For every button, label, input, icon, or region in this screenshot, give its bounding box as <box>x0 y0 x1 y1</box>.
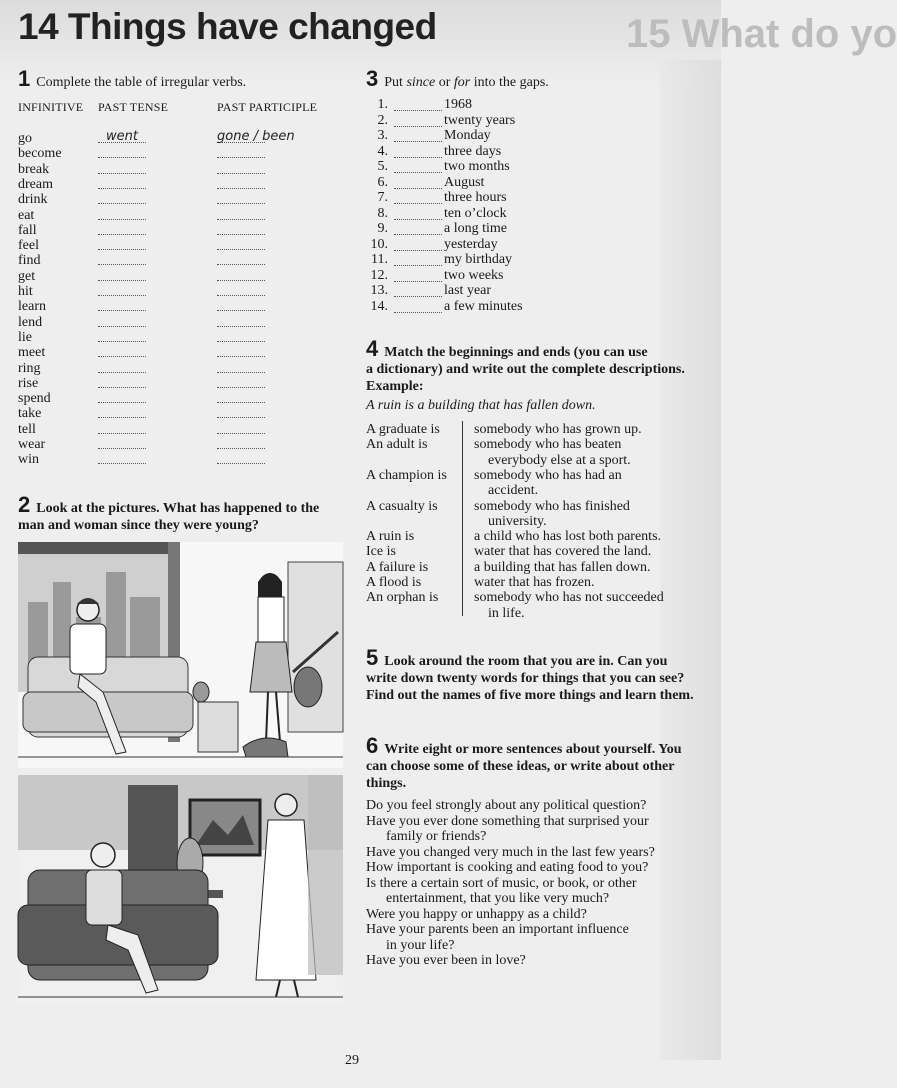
gap-number: 9. <box>377 221 388 236</box>
verb-infinitive: wear <box>18 437 46 452</box>
gap-number: 2. <box>377 112 388 128</box>
verb-row <box>18 315 318 330</box>
question-line: Have you ever been in love? <box>366 953 526 968</box>
verb-row <box>18 406 318 421</box>
match-end: everybody else at a sport. <box>488 452 631 468</box>
past-participle-blank[interactable] <box>217 422 265 434</box>
gap-item <box>370 159 630 174</box>
past-participle-blank[interactable] <box>217 345 265 357</box>
gap-item <box>370 206 630 221</box>
verb-infinitive: go <box>18 131 32 146</box>
match-end: university. <box>488 513 547 529</box>
match-beginning: An orphan is <box>366 590 439 606</box>
gap-number: 1. <box>377 97 388 112</box>
verb-row <box>18 238 318 253</box>
gap-text: twenty years <box>444 112 516 128</box>
verb-row <box>18 452 318 467</box>
past-tense-blank[interactable] <box>98 391 146 403</box>
gap-text: three hours <box>444 190 507 205</box>
question-line: in your life? <box>386 937 455 953</box>
gap-blank[interactable] <box>394 177 442 189</box>
verb-infinitive: learn <box>18 299 46 315</box>
question-line: Have you changed very much in the last few years? <box>366 844 655 860</box>
match-beginning: A graduate is <box>366 422 440 437</box>
match-end: accident. <box>488 483 539 499</box>
verb-infinitive: meet <box>18 345 46 361</box>
gap-text: 1968 <box>444 97 472 112</box>
match-end: somebody who has not succeeded <box>474 590 664 606</box>
past-participle-blank[interactable] <box>217 299 265 311</box>
match-end: a child who has lost both parents. <box>474 529 662 545</box>
past-tense-blank[interactable] <box>98 177 146 189</box>
gap-blank[interactable] <box>394 161 442 173</box>
verb-row <box>18 253 318 268</box>
verb-row <box>18 330 318 345</box>
gap-number: 7. <box>377 190 388 205</box>
gap-blank[interactable] <box>394 130 442 142</box>
past-tense-blank[interactable] <box>98 406 146 418</box>
past-tense-blank[interactable] <box>98 422 146 434</box>
verb-infinitive: win <box>18 452 39 468</box>
ex4-instruction: 4 Match the beginnings and ends (you can use a dictionary) and write out the complete descriptions. Example: <box>366 336 685 394</box>
gap-number: 4. <box>377 143 388 159</box>
ex5-instruction: 5 Look around the room that you are in. Can you write down twenty words for things that you can see? Find out the names of five more things and learn them. <box>366 645 694 703</box>
gap-item <box>370 268 630 283</box>
past-participle-blank[interactable] <box>217 177 265 189</box>
verb-row <box>18 345 318 360</box>
verb-row <box>18 269 318 284</box>
verb-row <box>18 391 318 406</box>
gap-blank[interactable] <box>394 208 442 220</box>
match-beginning: A casualty is <box>366 498 438 514</box>
verb-infinitive: rise <box>18 375 39 391</box>
past-tense-blank[interactable] <box>98 253 146 265</box>
past-participle-blank[interactable] <box>217 269 265 281</box>
gap-blank[interactable] <box>394 301 442 313</box>
match-beginning: A failure is <box>366 559 429 575</box>
past-tense-blank[interactable] <box>98 361 146 373</box>
verb-infinitive: fall <box>18 222 37 238</box>
question-line: Were you happy or unhappy as a child? <box>366 906 587 922</box>
match-beginning: A flood is <box>366 575 422 590</box>
past-tense-blank[interactable] <box>98 162 146 174</box>
gap-blank[interactable] <box>394 99 442 111</box>
page-title: 14 Things have changed <box>18 6 437 47</box>
gap-text: last year <box>444 283 492 298</box>
question-line: Is there a certain sort of music, or book, or other <box>366 875 637 891</box>
match-end: somebody who has beaten <box>474 437 622 453</box>
match-end: a building that has fallen down. <box>474 559 651 575</box>
verb-row <box>18 162 318 177</box>
ex1-instruction: 1 Complete the table of irregular verbs. <box>18 66 247 91</box>
gap-item <box>370 97 630 112</box>
verb-infinitive: dream <box>18 176 53 192</box>
verb-row <box>18 376 318 391</box>
gap-number: 8. <box>377 205 388 221</box>
match-beginning: Ice is <box>366 544 396 560</box>
verb-infinitive: become <box>18 146 62 162</box>
gap-number: 6. <box>377 174 388 190</box>
match-end: somebody who has grown up. <box>474 422 642 437</box>
past-tense-blank[interactable] <box>98 146 146 158</box>
gap-blank[interactable] <box>394 146 442 158</box>
past-participle-blank[interactable] <box>217 223 265 235</box>
past-tense-blank[interactable] <box>98 208 146 220</box>
past-tense-blank[interactable] <box>98 192 146 204</box>
past-participle-blank[interactable] <box>217 361 265 373</box>
header-infinitive: INFINITIVE <box>18 100 84 114</box>
gap-number: 14. <box>370 298 388 314</box>
gap-item <box>370 283 630 298</box>
past-participle-blank[interactable] <box>217 253 265 265</box>
past-participle-blank[interactable] <box>217 391 265 403</box>
gap-text: ten o’clock <box>444 205 507 221</box>
verb-row <box>18 177 318 192</box>
verb-infinitive: find <box>18 253 41 269</box>
question-line: Have your parents been an important influence <box>366 922 629 937</box>
gap-item <box>370 144 630 159</box>
match-end: somebody who has had an <box>474 467 622 483</box>
gap-item <box>370 113 630 128</box>
gap-text: three days <box>444 143 502 159</box>
gap-blank[interactable] <box>394 223 442 235</box>
past-tense-blank[interactable] <box>98 437 146 449</box>
verb-row <box>18 146 318 161</box>
verb-row <box>18 192 318 207</box>
gap-blank[interactable] <box>394 270 442 282</box>
ex6-instruction: 6 Write eight or more sentences about yourself. You can choose some of these ideas, or write about other things. <box>366 733 682 791</box>
past-tense-blank[interactable] <box>98 452 146 464</box>
verb-infinitive: spend <box>18 391 51 407</box>
past-participle-blank[interactable] <box>217 315 265 327</box>
verb-row <box>18 422 318 437</box>
verb-infinitive: lend <box>18 314 43 330</box>
match-end: somebody who has finished <box>474 498 630 514</box>
verb-infinitive: lie <box>18 329 32 345</box>
gap-blank[interactable] <box>394 285 442 297</box>
past-participle-blank[interactable] <box>217 192 265 204</box>
past-participle-blank[interactable] <box>217 208 265 220</box>
gap-text: two months <box>444 159 510 174</box>
gap-item <box>370 237 630 252</box>
gap-text: two weeks <box>444 267 504 283</box>
ex2-instruction: 2 Look at the pictures. What has happened to the man and woman since they were young? <box>18 492 320 533</box>
gap-blank[interactable] <box>394 239 442 251</box>
verb-infinitive: take <box>18 406 42 422</box>
verb-row <box>18 299 318 314</box>
match-end: in life. <box>488 605 525 621</box>
gap-number: 3. <box>377 128 388 143</box>
question-line: Do you feel strongly about any political question? <box>366 798 647 813</box>
question-line: Have you ever done something that surprised your <box>366 813 649 829</box>
past-tense-blank[interactable] <box>98 376 146 388</box>
verb-infinitive: get <box>18 268 36 284</box>
match-end: water that has frozen. <box>474 575 595 590</box>
match-end: water that has covered the land. <box>474 544 652 560</box>
past-tense-blank[interactable] <box>98 299 146 311</box>
gap-item <box>370 299 630 314</box>
gap-number: 11. <box>371 252 388 267</box>
gap-text: August <box>444 174 485 190</box>
past-participle-blank[interactable] <box>217 452 265 464</box>
answer-past-participle: gone / been <box>217 129 295 144</box>
past-participle-blank[interactable] <box>217 330 265 342</box>
illustration-young-couple <box>18 542 343 768</box>
match-beginning: An adult is <box>366 437 428 453</box>
past-tense-blank[interactable] <box>98 238 146 250</box>
question-line: family or friends? <box>386 829 487 844</box>
past-participle-blank[interactable] <box>217 162 265 174</box>
gap-blank[interactable] <box>394 192 442 204</box>
answer-past-tense: went <box>106 129 138 144</box>
gap-text: a long time <box>444 221 507 236</box>
past-tense-blank[interactable] <box>98 269 146 281</box>
verb-infinitive: feel <box>18 238 39 254</box>
verb-infinitive: break <box>18 161 50 177</box>
verb-infinitive: ring <box>18 360 41 376</box>
match-beginning: A ruin is <box>366 529 415 545</box>
past-participle-blank[interactable] <box>217 146 265 158</box>
gap-text: yesterday <box>444 236 498 252</box>
ex3-instruction: 3 Put since or for into the gaps. <box>366 66 549 91</box>
gap-text: a few minutes <box>444 298 523 314</box>
verb-infinitive: hit <box>18 284 33 299</box>
question-line: How important is cooking and eating food to you? <box>366 860 649 875</box>
past-participle-blank[interactable] <box>217 376 265 388</box>
ex4-example: A ruin is a building that has fallen down. <box>366 398 596 413</box>
next-page-title-bleed: 15 What do yo <box>626 12 897 56</box>
gap-item <box>370 175 630 190</box>
gap-text: Monday <box>444 128 491 143</box>
verb-row <box>18 208 318 223</box>
past-tense-blank[interactable] <box>98 284 146 296</box>
past-participle-blank[interactable] <box>217 406 265 418</box>
verb-row <box>18 361 318 376</box>
past-participle-blank[interactable] <box>217 238 265 250</box>
gap-number: 12. <box>370 267 388 283</box>
verb-infinitive: drink <box>18 192 48 208</box>
header-past-participle: PAST PARTICIPLE <box>217 100 318 114</box>
verb-row <box>18 437 318 452</box>
past-tense-blank[interactable] <box>98 315 146 327</box>
illustration-elderly-couple <box>18 775 343 1005</box>
gap-number: 10. <box>370 236 388 252</box>
gap-blank[interactable] <box>394 254 442 266</box>
gap-item <box>370 221 630 236</box>
verb-infinitive: eat <box>18 207 35 223</box>
gap-item <box>370 252 630 267</box>
question-line: entertainment, that you like very much? <box>386 891 610 906</box>
verb-row <box>18 223 318 238</box>
verb-row <box>18 284 318 299</box>
verb-infinitive: tell <box>18 421 36 437</box>
gap-text: my birthday <box>444 252 513 267</box>
gap-number: 5. <box>377 159 388 174</box>
past-tense-blank[interactable] <box>98 330 146 342</box>
gap-blank[interactable] <box>394 115 442 127</box>
past-tense-blank[interactable] <box>98 345 146 357</box>
past-participle-blank[interactable] <box>217 284 265 296</box>
page-number: 29 <box>345 1053 359 1068</box>
past-participle-blank[interactable] <box>217 437 265 449</box>
gap-number: 13. <box>370 283 388 298</box>
gap-item <box>370 190 630 205</box>
gap-item <box>370 128 630 143</box>
match-beginning: A champion is <box>366 467 447 483</box>
past-tense-blank[interactable] <box>98 223 146 235</box>
verb-row <box>18 131 318 146</box>
header-past-tense: PAST TENSE <box>98 100 169 114</box>
